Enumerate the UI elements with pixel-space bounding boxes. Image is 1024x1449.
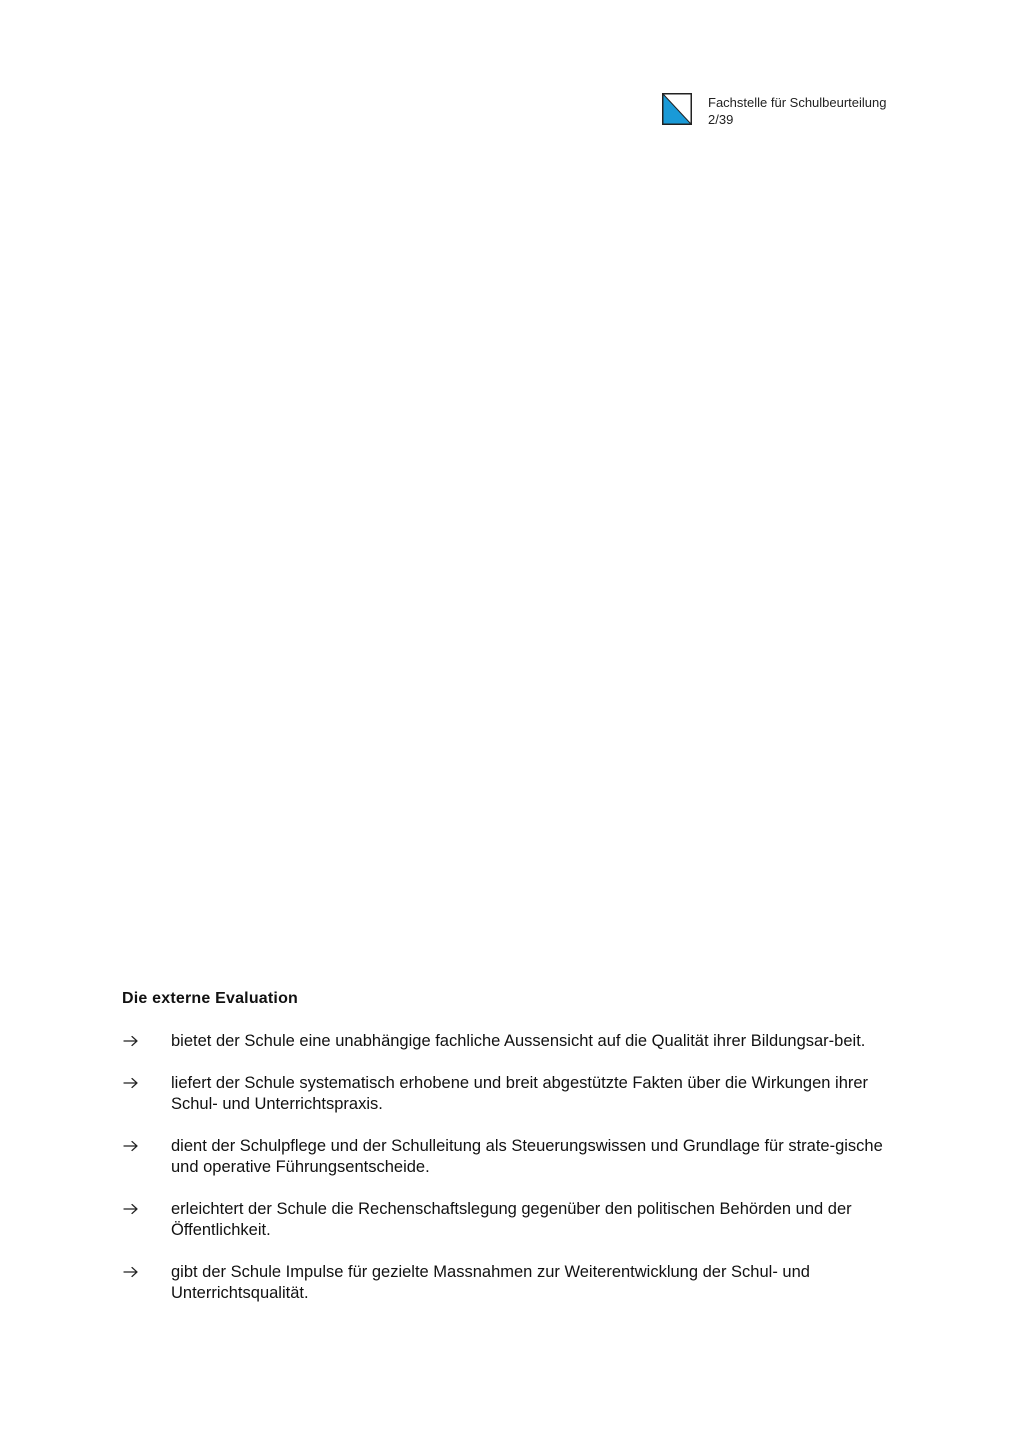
header-text bbox=[708, 94, 887, 128]
list-item-text: dient der Schulpflege und der Schulleitung als Steuerungswissen und Grundlage für strate-gische und operative Führungsentscheide. bbox=[171, 1137, 883, 1176]
list-item bbox=[122, 1073, 902, 1115]
arrow-right-icon bbox=[122, 1032, 140, 1050]
section-title: Die externe Evaluation bbox=[122, 990, 299, 1007]
list-item bbox=[122, 1199, 902, 1241]
list-item-text: liefert der Schule systematisch erhobene und breit abgestützte Fakten über die Wirkungen ihrer Schul- und Unterrichtspraxis. bbox=[171, 1074, 869, 1113]
arrow-right-icon bbox=[122, 1074, 140, 1092]
list-item-text: gibt der Schule Impulse für gezielte Massnahmen zur Weiterentwicklung der Schul- und Unterrichtsqualität. bbox=[171, 1263, 810, 1302]
bullet-list bbox=[122, 1031, 902, 1304]
list-item-text: bietet der Schule eine unabhängige fachliche Aussensicht auf die Qualität ihrer Bildungsar-beit. bbox=[171, 1032, 866, 1050]
list-item bbox=[122, 1031, 902, 1052]
list-item bbox=[122, 1136, 902, 1178]
arrow-right-icon bbox=[122, 1137, 140, 1155]
arrow-right-icon bbox=[122, 1263, 140, 1281]
department-name: Fachstelle für Schulbeurteilung bbox=[708, 95, 887, 110]
canton-zurich-logo-icon bbox=[662, 93, 692, 125]
page-header bbox=[662, 93, 962, 127]
external-evaluation-section bbox=[122, 988, 902, 1325]
arrow-right-icon bbox=[122, 1200, 140, 1218]
page-number: 2/39 bbox=[708, 112, 734, 127]
list-item bbox=[122, 1262, 902, 1304]
list-item-text: erleichtert der Schule die Rechenschaftslegung gegenüber den politischen Behörden und der Öffentlichkeit. bbox=[171, 1200, 852, 1239]
